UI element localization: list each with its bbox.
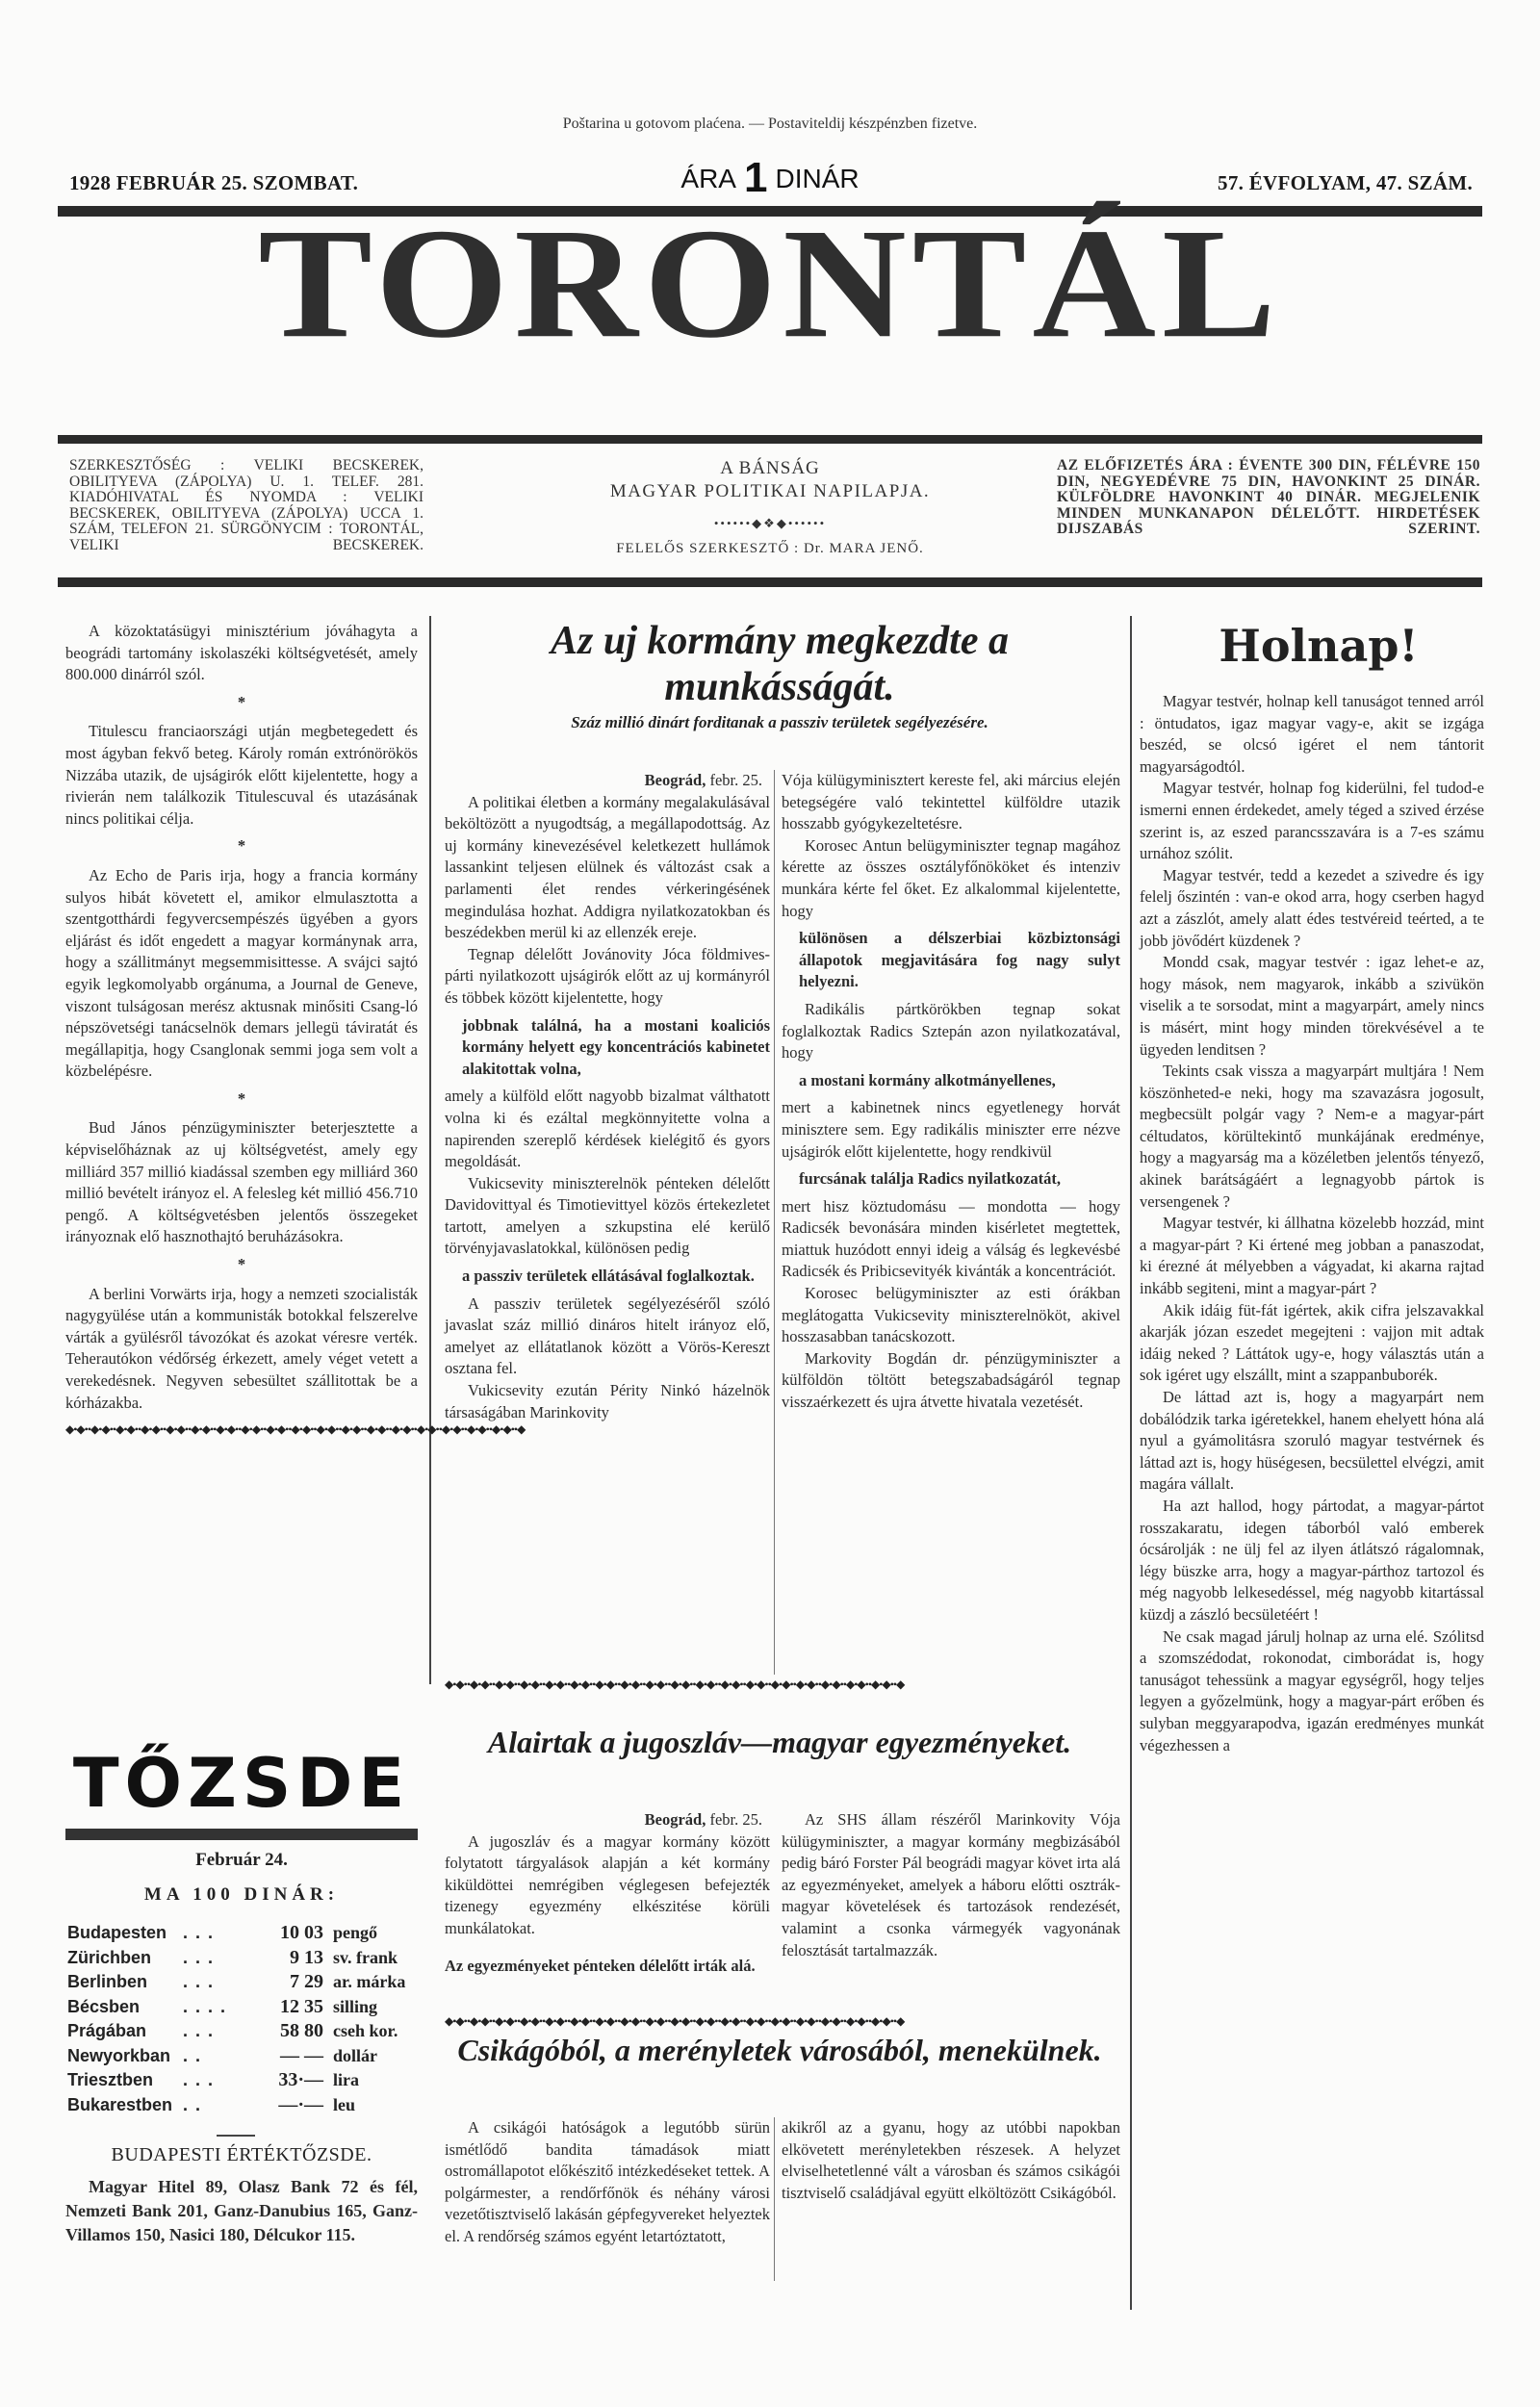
rate-currency: ar. márka xyxy=(333,1972,406,1992)
newspaper-title: TORONTÁL xyxy=(258,194,1282,371)
holnap-column xyxy=(1140,691,1484,1756)
byline-date: febr. 25. xyxy=(709,1810,762,1829)
news-separator: * xyxy=(237,1088,246,1108)
rate-row xyxy=(67,1995,420,2020)
rate-dots: .. xyxy=(183,2094,209,2114)
rate-currency: dollár xyxy=(333,2045,378,2065)
issue-number: 57. ÉVFOLYAM, 47. SZÁM. xyxy=(1218,171,1473,194)
exchange-rates-table xyxy=(67,1921,420,2117)
article-paragraph: Radikális pártkörökben tegnap sokat foglalkoztak Radics Sztepán azon nyilatkozatával, hogy xyxy=(782,999,1120,1063)
issue-date: 1928 FEBRUÁR 25. SZOMBAT. xyxy=(69,171,359,194)
rate-dots: .. xyxy=(183,2045,209,2065)
column-rule-right xyxy=(1130,616,1133,2310)
main-article-col-b xyxy=(782,770,1120,1414)
rate-value: 9 13 xyxy=(290,1946,323,1968)
article-highlight: a mostani kormány alkotmányellenes, xyxy=(799,1070,1056,1089)
article-paragraph: Korosec Antun belügyminiszter tegnap magához kérette az összes osztályfőnököket és intenziv munkára kérte fel őket. Ez alkalommal kijelentette, hogy xyxy=(782,835,1120,920)
masthead-bottom-rule xyxy=(58,435,1482,444)
column-rule-chicago xyxy=(774,2117,776,2281)
treaty-byline xyxy=(445,1809,770,1831)
article-paragraph: Korosec belügyminiszter az esti órákban meglátogatta Vukicsevity miniszterelnököt, akivel hosszasabban tanácskozott. xyxy=(782,1284,1120,1346)
news-item: A berlini Vorwärts irja, hogy a nemzeti szocialisták nagygyülése után a kommunisták botokkal felszerelve várták a gyülésről távozókat és azokat véresre verték. Teherautókon védőrség érkezett, amely véget vetett a verekedésnek. Negyven sebesültet szállitottak be a kórházakba. xyxy=(65,1284,418,1412)
main-article-col-a xyxy=(445,770,770,1423)
chicago-paragraph: akikről az a gyanu, hogy az utóbbi napokban elkövetett merényletekben részesek. A helyzet elviselhetetlenné vált a városban és számos csikágói tisztviselő családjával együtt elköltözött Csikágóból. xyxy=(782,2118,1120,2202)
rate-city: Bukarestben xyxy=(67,2094,173,2114)
header-bottom-rule xyxy=(58,577,1482,587)
main-headline: Az uj kormány megkezdte a munkásságát. xyxy=(550,619,1009,709)
treaty-paragraph: A jugoszláv és a magyar kormány között folytatott tárgyalások alapján a két kormány kiküldöttei nemrégiben véglegesen befejezték tizenegy egyezmény elkészitése körüli munkálatokat. xyxy=(445,1831,770,1937)
holnap-paragraph: Mondd csak, magyar testvér : igaz lehet-e az, hogy mások, nem magyarok, inkább a szivükön viselik a te sorsodat, mint a magyarpárt, amely nincs is másért, mint hogy minden törekvésével a te ügyeden lenditsen ? xyxy=(1140,953,1484,1059)
rate-currency: sv. frank xyxy=(333,1947,398,1967)
rate-dots: ... xyxy=(183,1972,221,1992)
article-highlight: furcsának találja Radics nyilatkozatát, xyxy=(799,1169,1061,1189)
article-highlight: különösen a délszerbiai közbiztonsági állapotok megjavitására fog nagy sulyt helyezni. xyxy=(799,929,1120,991)
rate-currency: leu xyxy=(333,2094,356,2114)
rate-value: 33·— xyxy=(278,2069,323,2091)
column-rule-left xyxy=(429,616,432,1684)
holnap-paragraph: Magyar testvér, holnap kell tanuságot tenned arról : öntudatos, igaz magyar vagy-e, akit se izgága beszéd, se olcsó igéret el nem tántorit magyarságodtól. xyxy=(1140,692,1484,776)
price-number: 1 xyxy=(743,154,768,201)
rate-city: Zürichben xyxy=(67,1947,152,1967)
treaty-headline: Alairtak a jugoszláv—magyar egyezményeket. xyxy=(487,1725,1072,1759)
holnap-paragraph: Akik idáig füt-fát igértek, akik cifra jelszavakkal akarják józan eszedet megejteni : vajjon mit adtak idáig neked ? Láttátok ugy-e, hogy választás után a sok igéret ugy elszállt, mint a szappanbuborék. xyxy=(1140,1300,1484,1385)
main-subheadline: Száz millió dinárt forditanak a passziv területek segélyezésére. xyxy=(571,713,988,731)
tagline-ornament: ••••••◆❖◆•••••• xyxy=(713,516,827,530)
rate-value: 58 80 xyxy=(280,2020,323,2042)
rate-value: 10 03 xyxy=(280,1922,323,1944)
holnap-paragraph: Ha azt hallod, hogy pártodat, a magyar-pártot rosszakaratu, idegen táborból való emberek ócsárolják : ne ülj fel az ilyen átlátszó rágalomnak, légy büszke arra, hogy a magyar-párthoz tartozol és még nagyobb lelkesedéssel, még nagyobb kitartással küzdj a zászló becsületéért ! xyxy=(1140,1496,1484,1624)
stock-exchange-title: TŐZSDE xyxy=(72,1744,411,1823)
column-rule-center xyxy=(774,770,776,1675)
byline-place: Beográd, xyxy=(644,771,706,789)
rate-currency: cseh kor. xyxy=(333,2021,398,2041)
article-paragraph: A politikai életben a kormány megalakulásával beköltözött a nyugodtság, a megállapodottság. Az uj kormány kinevezésével keletkezett hullámok lassankint teljesen elülnek és változást csak a parlamenti élet rendes vérkeringésének megindulása hozhat. Addigra nyilatkozatokban és beszédekben merül ki az ellenzék ereje. xyxy=(445,792,770,942)
rate-city: Budapesten xyxy=(67,1923,167,1943)
rate-dots: ... xyxy=(183,1947,221,1967)
article-paragraph: Vukicsevity miniszterelnök pénteken délelőtt Davidovittyal és Timotievittyel közös értekezletet tartott, amelyen a szkupstina elé kerülő törvényjavaslatokkal, különösen pedig xyxy=(445,1173,770,1258)
price-suffix: DINÁR xyxy=(775,164,860,193)
short-news-column xyxy=(65,621,526,1437)
treaty-paragraph: Az SHS állam részéről Marinkovity Vója külügyminiszter, a magyar kormány megbizásából pedig báró Forster Pál beográdi magyar követ irta alá az egyezményeket, amelyek a háboru előtti osztrák-magyar követelések és tartozások rendezését, valamint a csonka vármegyék vagyonának felosztását tartalmazzák. xyxy=(782,1810,1120,1959)
holnap-paragraph: Ne csak magad járulj holnap az urna elé. Szólitsd a szomszédodat, rokonodat, cimborádat is, hogy tanuságot tehessünk a magyar egységről, hogy teljes legyen a győzelmünk, hogy a magyar-párt erőben és sulyban meggyarapodva, igazán eredményes munkát végezhessen a xyxy=(1140,1626,1484,1754)
tagline-block xyxy=(520,458,1020,557)
news-separator: * xyxy=(237,836,246,856)
main-byline xyxy=(445,770,770,792)
news-item: A közoktatásügyi minisztérium jóváhagyta a beográdi tartomány iskolaszéki költségvetését, amely 800.000 dinárról szól. xyxy=(65,622,418,684)
ornament-divider: ◆•◆••◆•◆••◆•◆••◆•◆••◆•◆••◆•◆••◆•◆••◆•◆••◆•◆••◆•◆••◆•◆••◆•◆••◆•◆••◆•◆••◆•◆••◆•◆••◆•◆••◆•◆••◆ xyxy=(445,2014,905,2028)
article-highlight: a passziv területek ellátásával foglalkoztak. xyxy=(462,1267,755,1286)
article-paragraph: A passziv területek segélyezéséről szóló javaslat száz millió dináros hitelt irányoz elő, amelyet az ellátatlanok között a Vörös-Kereszt osztana fel. xyxy=(445,1293,770,1378)
news-item: Az Echo de Paris irja, hogy a francia kormány sulyos hibát követett el, amikor elmulasztotta a szentgotthárdi fegyvercsempészés ügyében a gyors eljárást és időt engedett a magyar kormánynak arra, hogy a szállitmányt megsemmisittesse. A svájci sajtó egyik legkomolyabb orgánuma, a Journal de Geneve, viszont tulságosan merész aktusnak minősiti Csang-ló népszövetségi tanácselnök demars jellegü táviratát és megállapitja, hogy Csanglonak semmi joga sem volt a közbelépésre. xyxy=(65,865,418,1081)
article-paragraph: Vukicsevity ezután Périty Ninkó házelnök társaságában Marinkovity xyxy=(445,1381,770,1421)
byline-place: Beográd, xyxy=(644,1810,706,1829)
rate-row xyxy=(67,1970,420,1995)
rates-heading: MA 100 DINÁR: xyxy=(143,1884,340,1905)
article-paragraph: Markovity Bogdán dr. pénzügyminiszter a külföldön töltött betegszabadságáról tegnap visszaérkezett és ujra átvette hivatala vezetését. xyxy=(782,1348,1120,1412)
budapest-exchange-title: BUDAPESTI ÉRTÉKTŐZSDE. xyxy=(111,2144,372,2165)
article-paragraph: Vója külügyminisztert kereste fel, aki március elején betegségére való tekintettel külföldre utazik hosszabb gyógykezeltetésre. xyxy=(782,771,1120,833)
rate-dots: ... xyxy=(183,2070,221,2090)
budapest-exchange-text: Magyar Hitel 89, Olasz Bank 72 és fél, Nemzeti Bank 201, Ganz-Danubius 165, Ganz-Villamos 150, Nasici 180, Délcukor 115. xyxy=(65,2177,418,2244)
news-separator: * xyxy=(237,1255,246,1274)
article-paragraph: mert hisz köztudomásu — mondotta — hogy Radicsék bevonására minden kisérletet megtettek, miattuk huzódott ennyi ideig a válság és legkevésbé Radicsék és Pribicsevityék kivánták a koncentrációt. xyxy=(782,1196,1120,1281)
rate-row xyxy=(67,2019,420,2044)
news-separator: * xyxy=(237,692,246,711)
chicago-headline: Csikágóból, a merényletek városából, menekülnek. xyxy=(457,2033,1102,2067)
rate-value: — — xyxy=(280,2044,323,2066)
rate-dots: ... xyxy=(183,1923,221,1943)
holnap-paragraph: Magyar testvér, ki állhatna közelebb hozzád, mint a magyar-párt ? Ki értené meg jobban a panaszodat, ki érezné át mélyebben a vágyadat, ki akarna rajtad inkább segiteni, mint a magyar-párt ? xyxy=(1140,1214,1484,1298)
tagline-region: A BÁNSÁG xyxy=(720,458,820,478)
chicago-col-a xyxy=(445,2117,770,2248)
rate-dots: .... xyxy=(183,1996,234,2016)
budapest-exchange-body xyxy=(65,2175,418,2247)
byline-date: febr. 25. xyxy=(709,771,762,789)
short-rule xyxy=(217,2135,255,2137)
editorial-address: SZERKESZTŐSÉG : VELIKI BECSKEREK, OBILITYEVA (ZÁPOLYA) U. 1. TELEF. 281. KIADÓHIVATAL ÉS NYOMDA : VELIKI BECSKEREK, OBILITYEVA (ZÁPOLYA) UCCA 1. SZÁM, TELEFON 21. SÜRGÖNYCIM : TORONTÁL, VELIKI BECSKEREK. xyxy=(69,457,424,553)
rate-row xyxy=(67,2093,420,2118)
holnap-headline: Holnap! xyxy=(1219,620,1419,672)
holnap-paragraph: Tekints csak vissza a magyarpárt multjára ! Nem köszönheted-e neki, hogy ma szavazásra jogosult, megbecsült polgár vagy ? Nem-e a magyar-párt céltudatos, körültekintő munkájának eredménye, hogy a magyarság ma a közéletben jelentős tényező, akinek barátságáért a legnagyobb pártok is versengenek ? xyxy=(1140,1062,1484,1211)
news-item: Titulescu franciaországi utján megbetegedett és most ágyban fekvő beteg. Károly román extrónörökös Nizzába utazik, de ujságirók előtt kijelentette, hogy a rivierán nem találkozik Titulescuval és utazásának nincs politikai célja. xyxy=(65,722,418,828)
rate-currency: lira xyxy=(333,2070,359,2090)
rate-currency: pengő xyxy=(333,1923,378,1943)
ornament-divider: ◆•◆••◆•◆••◆•◆••◆•◆••◆•◆••◆•◆••◆•◆••◆•◆••◆•◆••◆•◆••◆•◆••◆•◆••◆•◆••◆•◆••◆•◆••◆•◆••◆•◆••◆•◆••◆ xyxy=(445,1677,905,1691)
rate-row xyxy=(67,1946,420,1971)
treaty-col-a xyxy=(445,1809,770,1977)
postal-note: Poštarina u gotovom plaćena. — Postaviteldij készpénzben fizetve. xyxy=(562,115,978,132)
treaty-col-b xyxy=(782,1809,1120,1961)
article-paragraph: Tegnap délelőtt Jovánovity Jóca földmives-párti nyilatkozott ujságirók előtt az uj kormányról és többek között kijelentette, hogy xyxy=(445,944,770,1007)
article-highlight: jobbnak találná, ha a mostani koaliciós kormány helyett egy koncentrációs kabinetet alakitottak volna, xyxy=(462,1015,770,1078)
rate-row xyxy=(67,2044,420,2069)
chicago-col-b xyxy=(782,2117,1120,2204)
holnap-paragraph: Magyar testvér, holnap fog kiderülni, fel tudod-e ismerni ennen érdekedet, amely téged a szived érzése szerint is, az eszed parancsszavára is a 7-es számu urnához szólit. xyxy=(1140,779,1484,863)
article-paragraph: mert a kabinetnek nincs egyetlenegy horvát minisztere sem. Egy radikális miniszter erre nézve ujságirók előtt kijelentette, hogy rendkivül xyxy=(782,1098,1120,1161)
rate-city: Prágában xyxy=(67,2021,147,2041)
rate-city: Triesztben xyxy=(67,2070,154,2090)
ornament-divider: ◆•◆••◆•◆••◆•◆••◆•◆••◆•◆••◆•◆••◆•◆••◆•◆••◆•◆••◆•◆••◆•◆••◆•◆••◆•◆••◆•◆••◆•◆••◆•◆••◆•◆••◆•◆••◆ xyxy=(65,1422,526,1437)
responsible-editor: FELELŐS SZERKESZTŐ : Dr. MARA JENŐ. xyxy=(616,541,924,556)
stock-exchange-underline xyxy=(65,1829,418,1840)
subscription-info: AZ ELŐFIZETÉS ÁRA : ÉVENTE 300 DIN, FÉLÉVRE 150 DIN, NEGYEDÉVRE 75 DIN, HAVONKINT 25 DINÁR. KÜLFÖLDRE HAVONKINT 40 DINÁR. MEGJELENIK MINDEN MUNKANAPON DÉLELŐTT. HIRDETÉSEK DIJSZABÁS SZERINT. xyxy=(1057,457,1480,537)
rate-dots: ... xyxy=(183,2021,221,2041)
news-item: Bud János pénzügyminiszter beterjesztette a képviselőháznak az uj költségvetést, amely egy milliárd 357 millió kiadással szemben egy milliárd 360 millió bevételt irányoz el. A felesleg két millió 456.710 pengő. A költségvetésben jelentős összegeket irányoznak elő hasznothajtó beruházásokra. xyxy=(65,1118,418,1246)
holnap-paragraph: De láttad azt is, hogy a magyarpárt nem dobálódzik tarka igéretekkel, hanem ehelyett hóna alá nyul a gyámolitásra szoruló magyar testvérnek és láttad azt is, hogy hüségesen, becsülettel elvégzi, amit magára vállalt. xyxy=(1140,1388,1484,1494)
rate-currency: silling xyxy=(333,1996,378,2016)
price-prefix: ÁRA xyxy=(680,164,736,193)
tagline-description: MAGYAR POLITIKAI NAPILAPJA. xyxy=(609,481,931,501)
rate-value: 7 29 xyxy=(290,1971,323,1993)
treaty-bold-paragraph: Az egyezményeket pénteken délelőtt irták alá. xyxy=(445,1956,756,1975)
rate-city: Berlinben xyxy=(67,1972,148,1992)
rate-value: 12 35 xyxy=(280,1995,323,2017)
rate-value: —·— xyxy=(278,2093,323,2115)
article-paragraph: amely a külföld előtt nagyobb bizalmat válthatott volna ki és ezáltal megkönnyitette volna a napirenden szereplő kérdések kielégitő és gyors megoldását. xyxy=(445,1087,770,1171)
holnap-paragraph: Magyar testvér, tedd a kezedet a szivedre és igy felelj őszintén : van-e okod arra, hogy cserben hagyd azt a zászlót, amely alatt édes testvéreid teérted, a te jobb jövődért küzdenek ? xyxy=(1140,865,1484,950)
rate-row xyxy=(67,1921,420,1946)
rate-city: Newyorkban xyxy=(67,2045,171,2065)
rate-row xyxy=(67,2068,420,2093)
rate-city: Bécsben xyxy=(67,1996,141,2016)
chicago-paragraph: A csikágói hatóságok a legutóbb sürün ismétlődő bandita támadások miatt ostromállapotot előkészitő intézkedéseket tettek. A polgármester, a rendőrfőnök és néhány városi vezetőtisztviselő lakásán gépfegyvereket helyeztek el. A rendőrség számos egyént letartóztatott, xyxy=(445,2118,770,2245)
stock-exchange-date: Február 24. xyxy=(195,1850,288,1870)
